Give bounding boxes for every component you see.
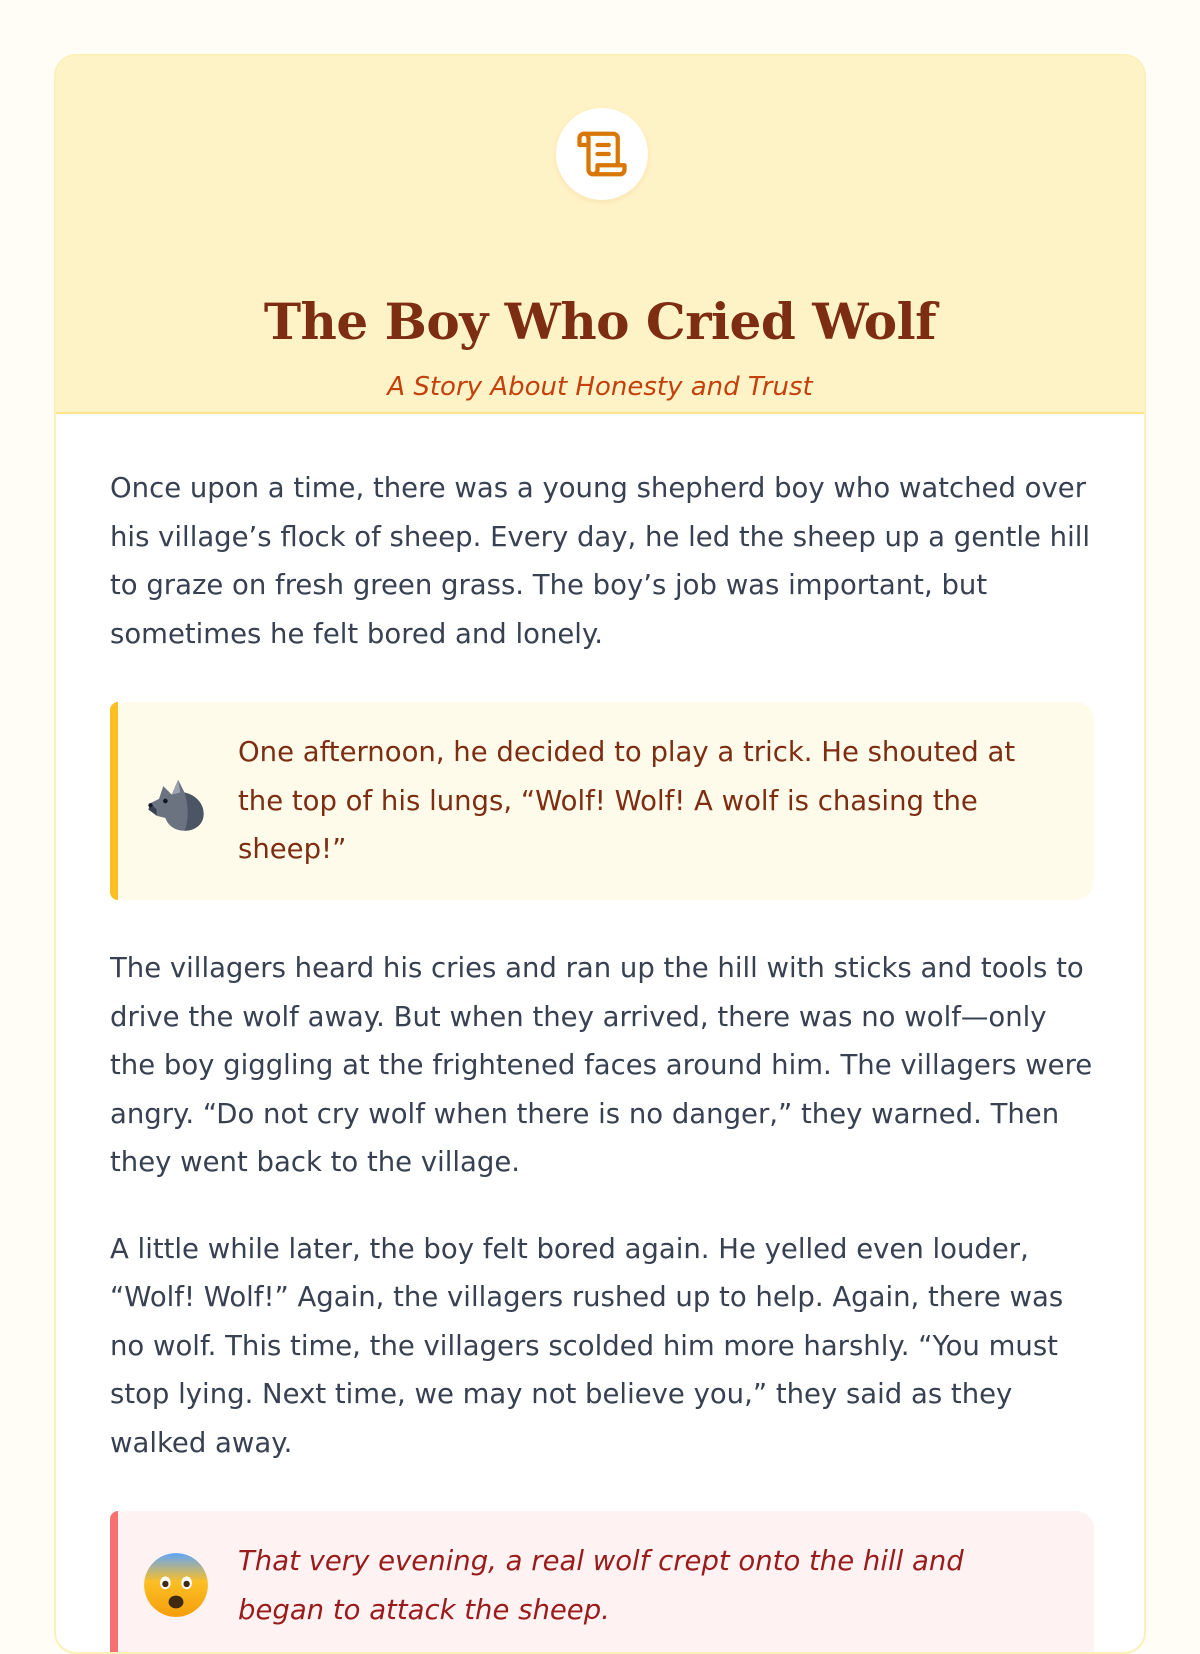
danger-callout-text: That very evening, a real wolf crept onto the hill and began to attack the sheep. (238, 1545, 964, 1626)
scroll-icon (575, 127, 629, 181)
callout-accent-bar (110, 702, 118, 900)
wolf-icon (142, 767, 210, 835)
callout-accent-bar (110, 1511, 118, 1654)
story-paragraph-1: Once upon a time, there was a young shepherd boy who watched over his village’s flock of sheep. Every day, he led the sheep up a gentle hill to graze on fresh green grass. The boy’s job was important, but sometimes he felt bored and lonely. (110, 472, 1091, 650)
wolf-callout (110, 702, 1094, 900)
story-card (54, 54, 1146, 1654)
story-body (110, 464, 1094, 1654)
story-subtitle: A Story About Honesty and Trust (387, 372, 813, 402)
scroll-icon-badge (556, 108, 648, 200)
wolf-callout-text: One afternoon, he decided to play a trick. He shouted at the top of his lungs, “Wolf! Wolf! A wolf is chasing the sheep!” (238, 736, 1016, 866)
fearful-face-icon (142, 1551, 210, 1619)
story-paragraph-2: The villagers heard his cries and ran up the hill with sticks and tools to drive the wolf away. But when they arrived, there was no wolf—only the boy giggling at the frightened faces around him. The villagers were angry. “Do not cry wolf when there is no danger,” they warned. Then they went back to the village. (110, 952, 1093, 1178)
story-paragraph-3: A little while later, the boy felt bored again. He yelled even louder, “Wolf! Wolf!” Again, the villagers rushed up to help. Again, there was no wolf. This time, the villagers scolded him more harshly. “You must stop lying. Next time, we may not believe you,” they said as they walked away. (110, 1232, 1064, 1459)
danger-callout (110, 1511, 1094, 1654)
story-header (56, 56, 1144, 414)
story-title: The Boy Who Cried Wolf (263, 292, 937, 351)
